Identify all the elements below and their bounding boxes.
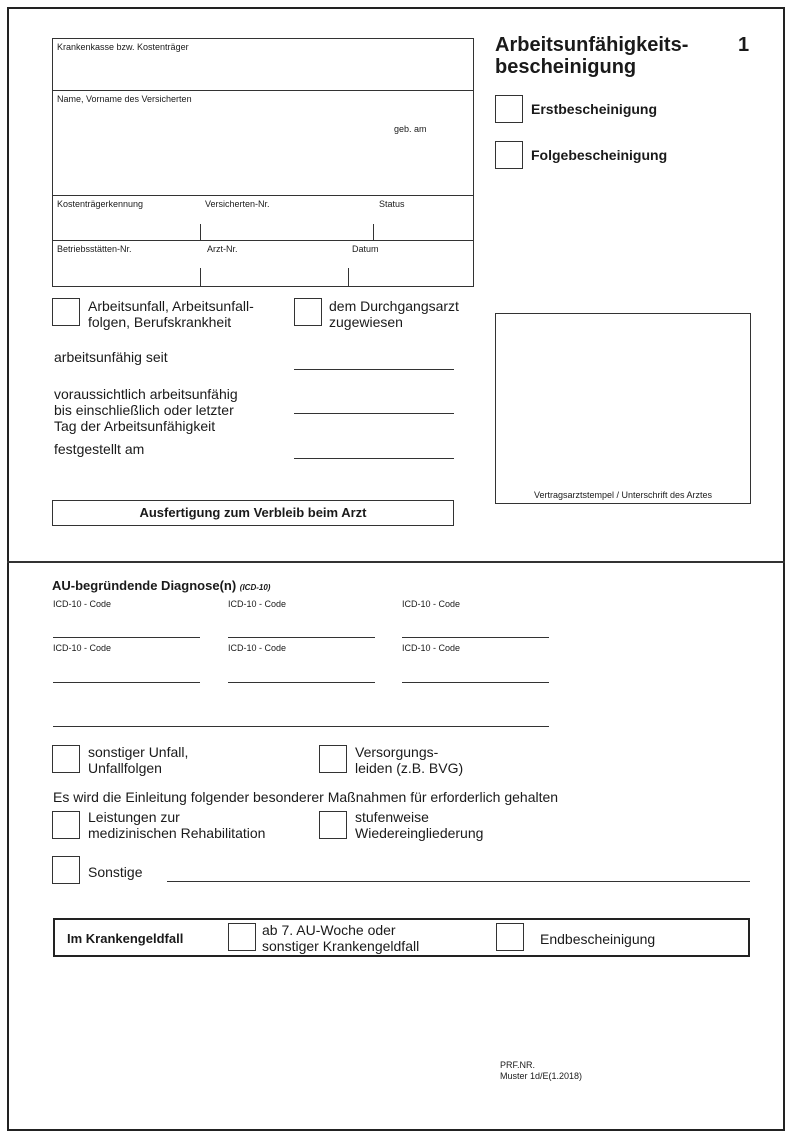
divider	[52, 240, 474, 241]
kennung-label: Kostenträgerkennung	[57, 199, 144, 209]
bis-label	[54, 386, 238, 434]
erstbescheinigung-label: Erstbescheinigung	[531, 101, 658, 117]
icd-code-field[interactable]	[402, 637, 549, 638]
icd-code-field[interactable]	[228, 637, 375, 638]
form-title	[495, 34, 688, 78]
icd-code-label: ICD-10 - Code	[402, 599, 461, 609]
rehabilitation-label-line2: medizinischen Rehabilitation	[88, 825, 266, 841]
stamp-label: Vertragsarztstempel / Unterschrift des Arztes	[533, 490, 713, 500]
bis-field[interactable]	[294, 413, 454, 414]
divider	[200, 224, 201, 240]
bis-label-line2: bis einschließlich oder letzter	[54, 402, 234, 418]
arbeitsunfall-label-line2: folgen, Berufskrankheit	[88, 314, 232, 330]
icd-code-label: ICD-10 - Code	[228, 643, 287, 653]
icd-code-label: ICD-10 - Code	[53, 599, 112, 609]
icd-code-label: ICD-10 - Code	[53, 643, 112, 653]
diagnosis-heading	[52, 578, 270, 593]
icd-code-field[interactable]	[402, 682, 549, 683]
arbeitsunfall-checkbox[interactable]	[52, 298, 80, 326]
seit-field[interactable]	[294, 369, 454, 370]
icd-code-field[interactable]	[228, 682, 375, 683]
icd-code-field[interactable]	[53, 682, 200, 683]
name-label: Name, Vorname des Versicherten	[57, 94, 192, 104]
sonstige-field[interactable]	[167, 881, 750, 882]
rehabilitation-label-line1: Leistungen zur	[88, 809, 180, 825]
sonstige-checkbox[interactable]	[52, 856, 80, 884]
seit-label: arbeitsunfähig seit	[54, 349, 168, 365]
durchgangsarzt-label-line1: dem Durchgangsarzt	[329, 298, 459, 314]
diagnosis-heading-text: AU-begründende Diagnose(n)	[52, 578, 237, 593]
divider	[52, 195, 474, 196]
sonstiger-unfall-label-line1: sonstiger Unfall,	[88, 744, 189, 760]
folgebescheinigung-label: Folgebescheinigung	[531, 147, 668, 163]
arbeitsunfall-label-line1: Arbeitsunfall, Arbeitsunfall-	[88, 298, 254, 314]
icd-code-label: ICD-10 - Code	[402, 643, 461, 653]
durchgangsarzt-label-line2: zugewiesen	[329, 314, 403, 330]
copy-note: Ausfertigung zum Verbleib beim Arzt	[52, 500, 454, 526]
krankengeldfall-label-line1: ab 7. AU-Woche oder	[262, 922, 396, 938]
endbescheinigung-label: Endbescheinigung	[540, 931, 656, 947]
rehabilitation-checkbox[interactable]	[52, 811, 80, 839]
wiedereingliederung-label-line1: stufenweise	[355, 809, 429, 825]
diagnosis-text-field[interactable]	[53, 726, 549, 727]
diagnosis-heading-suffix: (ICD-10)	[239, 583, 271, 592]
festgestellt-label: festgestellt am	[54, 441, 145, 457]
sonstiger-unfall-label-line2: Unfallfolgen	[88, 760, 162, 776]
form-title-line1: Arbeitsunfähigkeits-	[495, 34, 689, 56]
durchgangsarzt-label	[329, 298, 459, 330]
divider	[52, 90, 474, 91]
sonstiger-unfall-label	[88, 744, 188, 776]
wiedereingliederung-checkbox[interactable]	[319, 811, 347, 839]
durchgangsarzt-checkbox[interactable]	[294, 298, 322, 326]
arbeitsunfall-label	[88, 298, 254, 330]
wiedereingliederung-label-line2: Wiedereingliederung	[355, 825, 484, 841]
wiedereingliederung-label	[355, 809, 483, 841]
krankengeldfall-checkbox[interactable]	[228, 923, 256, 951]
form-title-line2: bescheinigung	[495, 56, 637, 78]
krankengeld-label: Im Krankengeldfall	[67, 931, 184, 946]
status-label: Status	[379, 199, 405, 209]
krankengeldfall-label-line2: sonstiger Krankengeldfall	[262, 938, 420, 954]
stamp-box[interactable]	[495, 313, 751, 504]
form-number: 1	[738, 34, 750, 56]
versorgungsleiden-label	[355, 744, 463, 776]
prf-label: PRF.NR.	[500, 1060, 536, 1070]
kasse-label: Krankenkasse bzw. Kostenträger	[57, 42, 189, 52]
divider	[348, 268, 349, 287]
icd-code-field[interactable]	[53, 637, 200, 638]
muster-label: Muster 1d/E(1.2018)	[500, 1071, 583, 1081]
endbescheinigung-checkbox[interactable]	[496, 923, 524, 951]
erstbescheinigung-checkbox[interactable]	[495, 95, 523, 123]
rehabilitation-label	[88, 809, 265, 841]
divider	[200, 268, 201, 287]
folgebescheinigung-checkbox[interactable]	[495, 141, 523, 169]
versorgungsleiden-label-line1: Versorgungs-	[355, 744, 439, 760]
datum-label: Datum	[352, 244, 379, 254]
bis-label-line3: Tag der Arbeitsunfähigkeit	[54, 418, 216, 434]
divider	[373, 224, 374, 240]
birthdate-label: geb. am	[394, 124, 427, 134]
section-separator	[7, 561, 785, 563]
bis-label-line1: voraussichtlich arbeitsunfähig	[54, 386, 238, 402]
versorgungsleiden-label-line2: leiden (z.B. BVG)	[355, 760, 464, 776]
sonstige-label: Sonstige	[88, 864, 143, 880]
arztnr-label: Arzt-Nr.	[207, 244, 238, 254]
sonstiger-unfall-checkbox[interactable]	[52, 745, 80, 773]
versnr-label: Versicherten-Nr.	[205, 199, 270, 209]
bsnr-label: Betriebsstätten-Nr.	[57, 244, 132, 254]
massnahmen-text: Es wird die Einleitung folgender besonderer Maßnahmen für erforderlich gehalten	[53, 789, 559, 805]
icd-code-label: ICD-10 - Code	[228, 599, 287, 609]
festgestellt-field[interactable]	[294, 458, 454, 459]
versorgungsleiden-checkbox[interactable]	[319, 745, 347, 773]
krankengeldfall-label	[262, 922, 419, 954]
